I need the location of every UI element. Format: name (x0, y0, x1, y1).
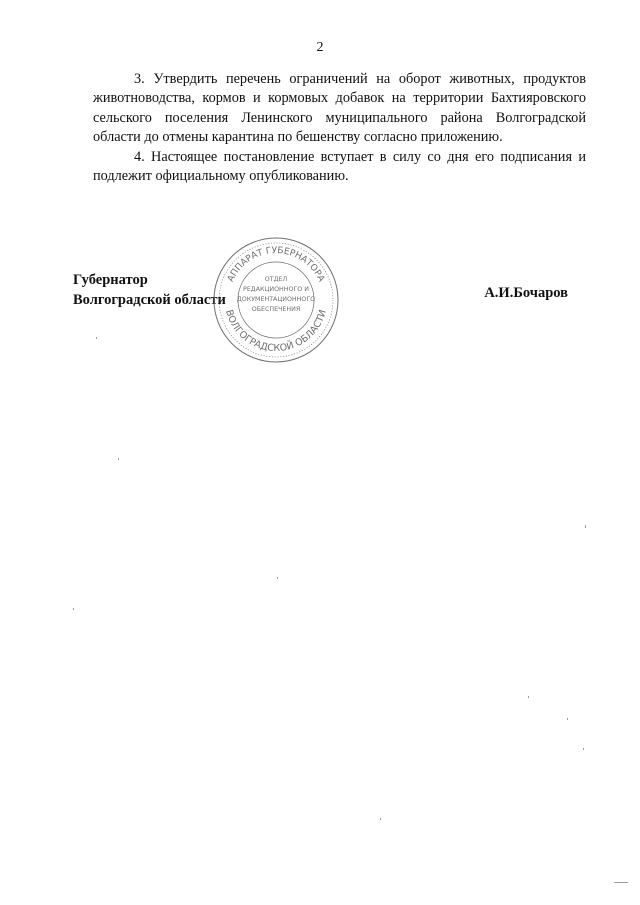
scan-speck (585, 525, 586, 528)
paragraph-3: 3. Утвердить перечень ограничений на оборот животных, продуктов животноводства, кормов и кормовых добавок на территории Бахтияровского сельского поселения Ленинского муниципального района Волгоградской области до отмены карантина по бешенству согласно приложению. (93, 71, 586, 146)
scan-speck (380, 818, 381, 820)
scan-speck (96, 337, 97, 339)
stamp-bottom-text: ВОЛГОГРАДСКОЙ ОБЛАСТИ (223, 308, 329, 355)
official-stamp (211, 235, 341, 365)
scan-speck (614, 882, 628, 883)
stamp-center-line-3: ДОКУМЕНТАЦИОННОГО (236, 296, 316, 303)
document-body (93, 70, 586, 186)
scan-speck (277, 577, 278, 579)
scan-speck (73, 608, 74, 610)
stamp-center-line-4: ОБЕСПЕЧЕНИЯ (251, 306, 301, 313)
paragraph-4: 4. Настоящее постановление вступает в силу со дня его подписания и подлежит официальному опубликованию. (93, 148, 586, 185)
stamp-top-text: АППАРАТ ГУБЕРНАТОРА (226, 245, 326, 284)
page-number: 2 (316, 40, 324, 55)
signatory-title-line1: Губернатор (73, 272, 148, 288)
scan-speck (118, 458, 119, 460)
stamp-center-line-2: РЕДАКЦИОННОГО И (243, 286, 309, 293)
scan-speck (528, 696, 529, 698)
scan-speck (583, 748, 584, 750)
signatory-title-line2: Волгоградской области (73, 292, 226, 308)
signatory-name: А.И.Бочаров (484, 285, 568, 301)
scan-speck (567, 718, 568, 720)
signatory-title (73, 270, 226, 310)
stamp-center-line-1: ОТДЕЛ (264, 276, 288, 283)
